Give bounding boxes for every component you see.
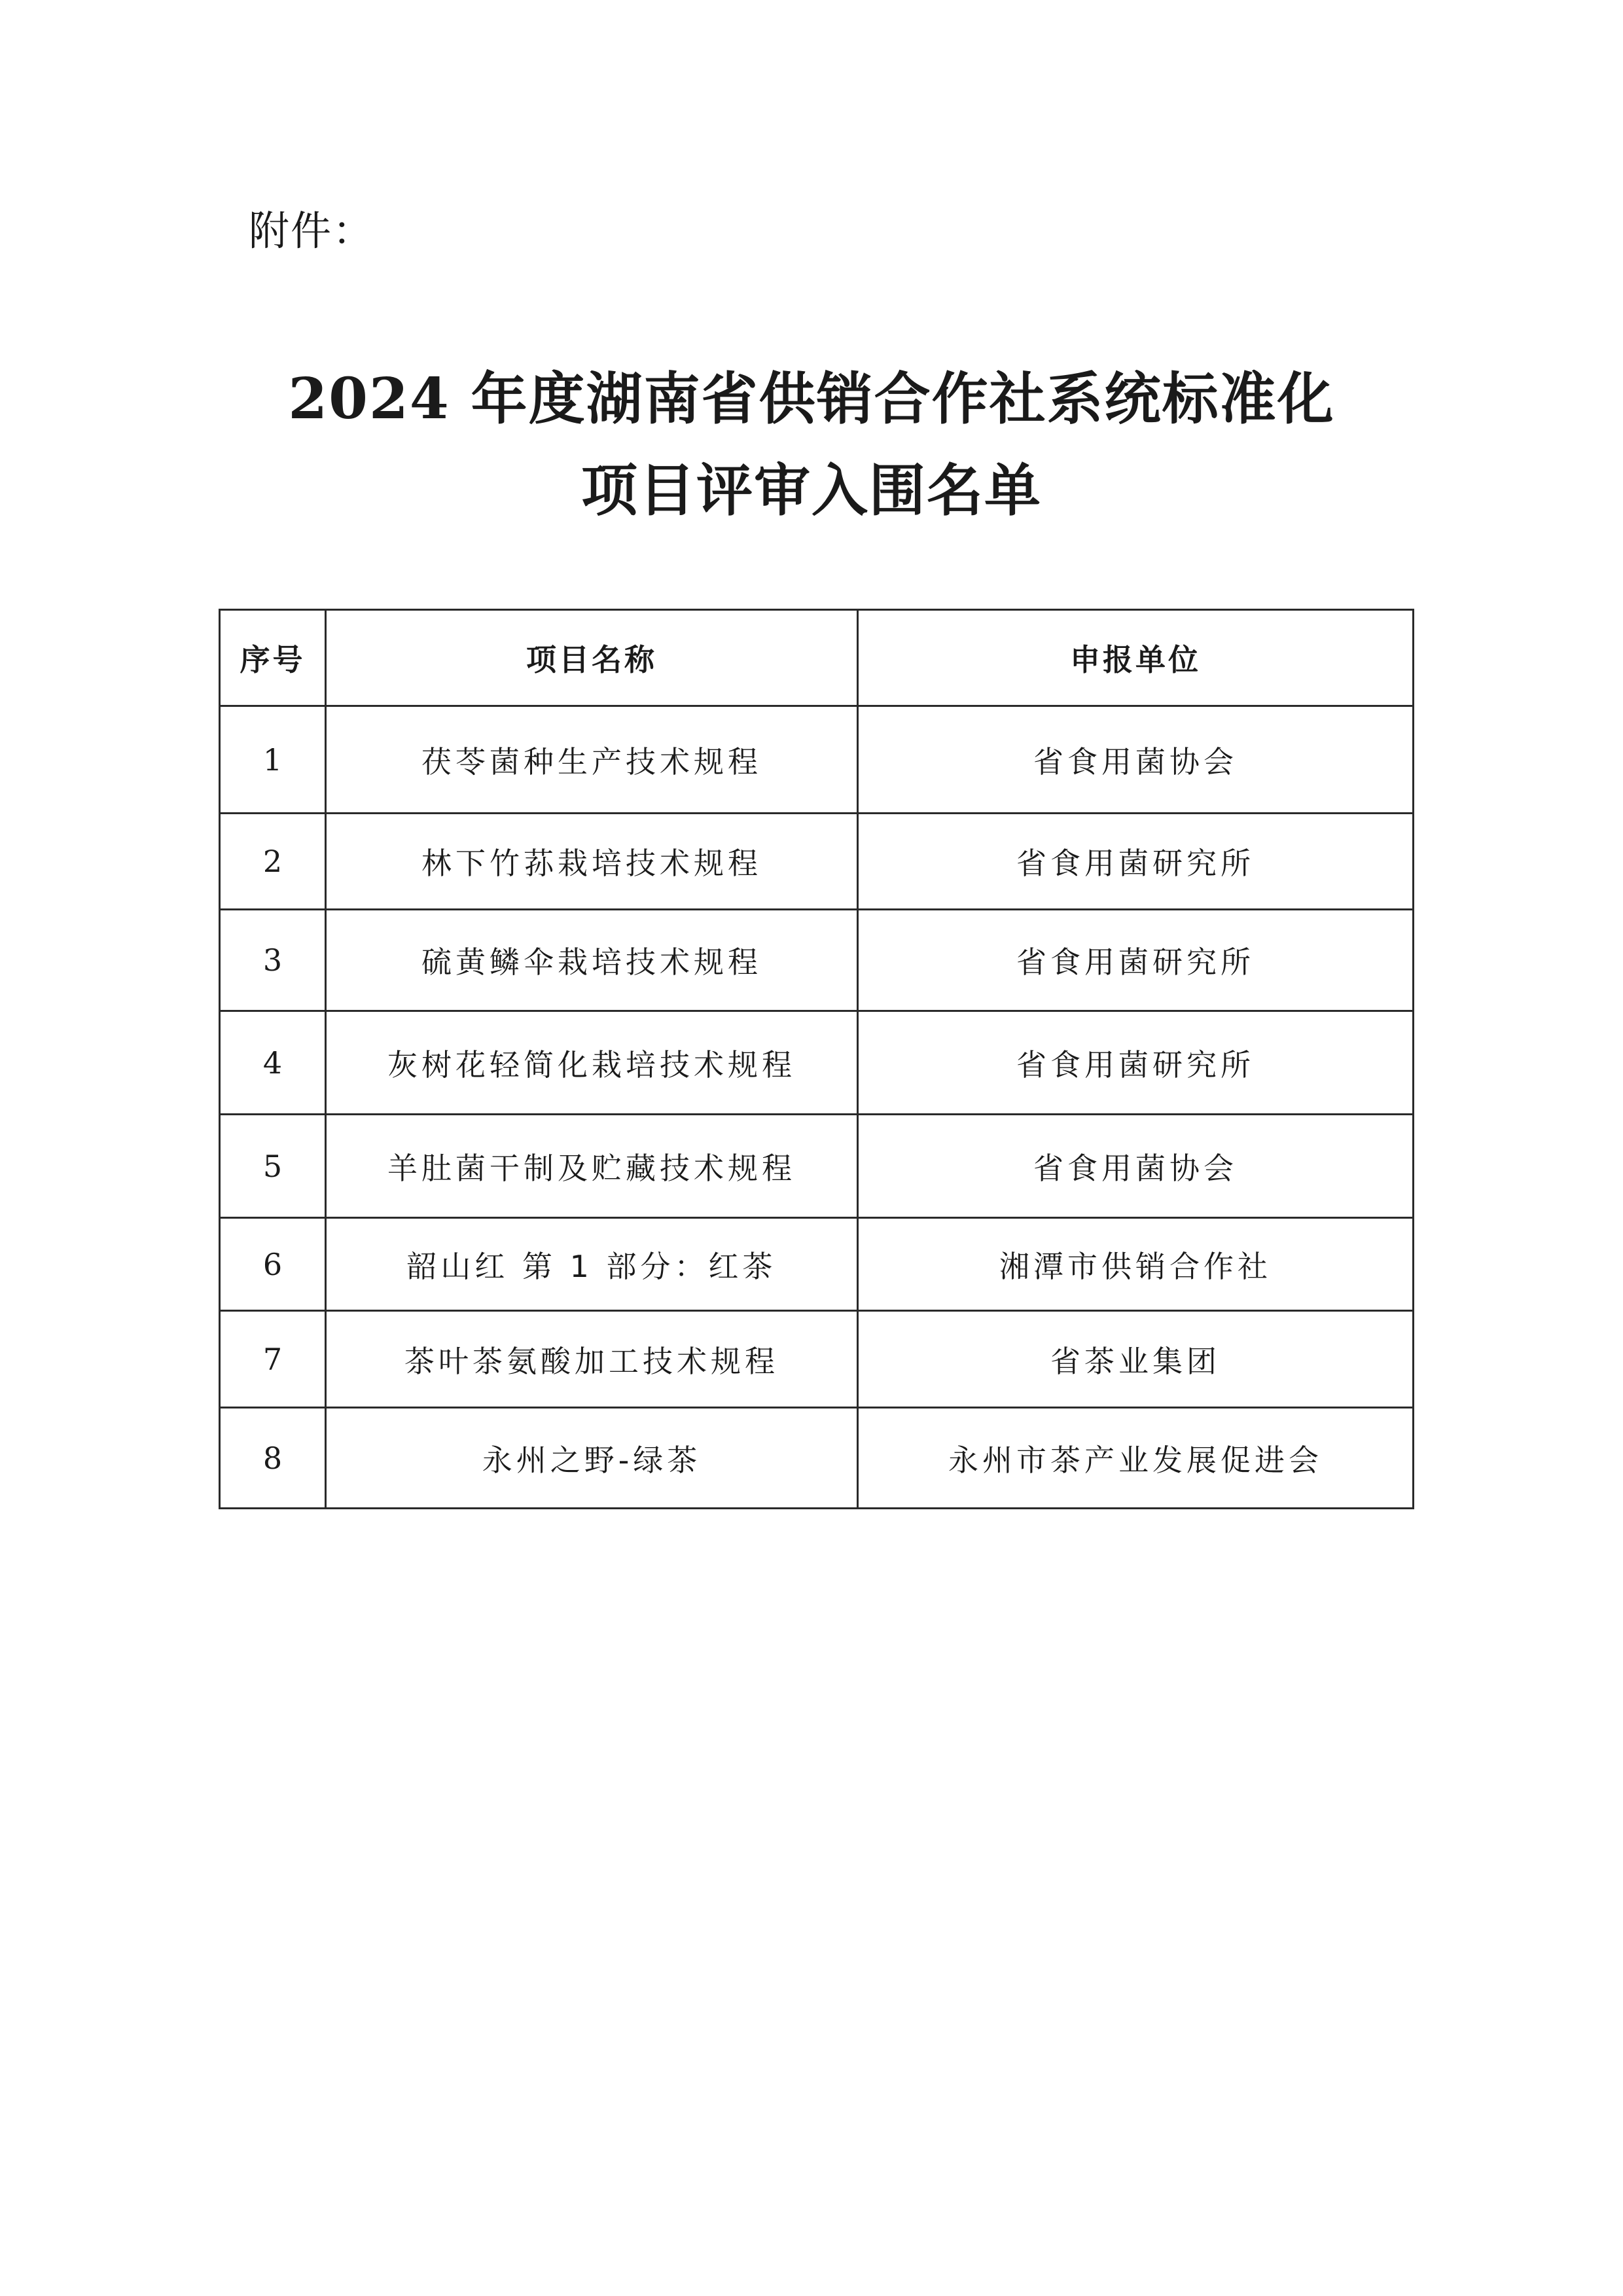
row-project-name: 茶叶茶氨酸加工技术规程 [326, 1311, 858, 1408]
row-project-name: 永州之野-绿茶 [326, 1408, 858, 1509]
document-title-line-1: 2024 年度湖南省供销合作社系统标准化 [288, 366, 1335, 432]
row-project-name: 羊肚菌干制及贮藏技术规程 [326, 1115, 858, 1218]
row-index: 5 [220, 1115, 326, 1218]
header-project-name: 项目名称 [326, 610, 858, 706]
row-index: 3 [220, 910, 326, 1011]
attachment-label: 附件： [249, 207, 375, 255]
row-index: 4 [220, 1011, 326, 1115]
row-project-name: 韶山红 第 1 部分：红茶 [326, 1218, 858, 1311]
table-row [220, 1218, 1414, 1311]
row-applicant-unit: 省茶业集团 [858, 1311, 1414, 1408]
header-index: 序号 [220, 610, 326, 706]
table-row [220, 706, 1414, 814]
header-applicant-unit: 申报单位 [858, 610, 1414, 706]
table-row [220, 1408, 1414, 1509]
shortlist-table [219, 609, 1414, 1509]
row-index: 7 [220, 1311, 326, 1408]
table-row [220, 814, 1414, 910]
row-index: 6 [220, 1218, 326, 1311]
table-row [220, 1311, 1414, 1408]
row-project-name: 茯苓菌种生产技术规程 [326, 706, 858, 814]
row-applicant-unit: 省食用菌研究所 [858, 1011, 1414, 1115]
row-index: 2 [220, 814, 326, 910]
table-row [220, 1115, 1414, 1218]
table-row [220, 1011, 1414, 1115]
row-project-name: 硫黄鳞伞栽培技术规程 [326, 910, 858, 1011]
table-header-row [220, 610, 1414, 706]
table-row [220, 910, 1414, 1011]
row-applicant-unit: 永州市茶产业发展促进会 [858, 1408, 1414, 1509]
row-applicant-unit: 省食用菌协会 [858, 706, 1414, 814]
row-project-name: 林下竹荪栽培技术规程 [326, 814, 858, 910]
row-index: 1 [220, 706, 326, 814]
row-applicant-unit: 省食用菌研究所 [858, 910, 1414, 1011]
document-title [0, 353, 1623, 537]
row-project-name: 灰树花轻简化栽培技术规程 [326, 1011, 858, 1115]
document-title-line-2: 项目评审入围名单 [581, 457, 1042, 524]
row-applicant-unit: 省食用菌研究所 [858, 814, 1414, 910]
row-applicant-unit: 湘潭市供销合作社 [858, 1218, 1414, 1311]
row-applicant-unit: 省食用菌协会 [858, 1115, 1414, 1218]
row-index: 8 [220, 1408, 326, 1509]
